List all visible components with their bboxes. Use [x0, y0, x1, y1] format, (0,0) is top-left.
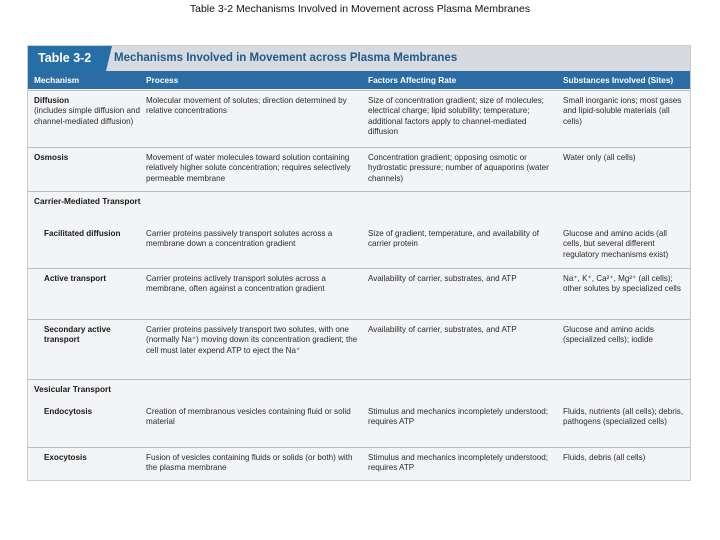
table-heading: Mechanisms Involved in Movement across Plasma Membranes [114, 52, 458, 64]
substances-cell: Fluids, debris (all cells) [563, 453, 646, 462]
mechanism-note: (includes simple diffusion and channel-mediated diffusion) [34, 106, 141, 126]
process-cell: Fusion of vesicles containing fluids or solids (or both) with the plasma membrane [146, 453, 353, 473]
process-cell: Carrier proteins passively transport two solutes, with one (normally Na⁺) moving down its concentration gradient; the cell must later expend ATP to eject the Na⁺ [146, 325, 358, 355]
factors-cell: Availability of carrier, substrates, and ATP [368, 274, 517, 283]
factors-cell: Concentration gradient; opposing osmotic or hydrostatic pressure; number of aquaporins (water channels) [368, 153, 549, 183]
process-cell: Molecular movement of solutes; direction determined by relative concentrations [146, 96, 347, 116]
table-row-secondary-active-transport [28, 319, 690, 379]
table-row-diffusion [28, 90, 690, 147]
process-cell: Creation of membranous vesicles containing fluid or solid material [146, 407, 351, 427]
badge-notch [106, 46, 112, 71]
process-cell: Carrier proteins passively transport solutes across a membrane down a concentration gradient [146, 229, 333, 249]
substances-cell: Glucose and amino acids (all cells, but several different regulatory mechanisms exist) [563, 229, 669, 259]
table-row-facilitated-diffusion [28, 219, 690, 263]
factors-cell: Size of gradient, temperature, and availability of carrier protein [368, 229, 539, 249]
substances-cell: Glucose and amino acids (specialized cells); iodide [563, 325, 654, 345]
substances-cell: Na⁺, K⁺, Ca²⁺, Mg²⁺ (all cells); other solutes by specialized cells [563, 274, 681, 294]
mechanism-name: Endocytosis [44, 407, 93, 416]
table-title-bar [28, 46, 690, 71]
mechanism-name: Osmosis [34, 153, 69, 162]
group-label: Vesicular Transport [34, 384, 112, 394]
group-row-vesicular [28, 379, 690, 401]
table-row-endocytosis [28, 401, 690, 447]
factors-cell: Availability of carrier, substrates, and ATP [368, 325, 517, 334]
mechanism-name: Active transport [44, 274, 107, 283]
table-number-badge: Table 3-2 [28, 46, 106, 71]
table-row-exocytosis [28, 447, 690, 480]
factors-cell: Stimulus and mechanics incompletely understood; requires ATP [368, 407, 548, 427]
mechanism-name: Diffusion [34, 96, 70, 105]
mechanism-name: Facilitated diffusion [44, 229, 121, 238]
factors-cell: Stimulus and mechanics incompletely understood; requires ATP [368, 453, 548, 473]
process-cell: Carrier proteins actively transport solutes across a membrane, often against a concentration gradient [146, 274, 326, 294]
substances-cell: Water only (all cells) [563, 153, 636, 162]
table-row-active-transport [28, 268, 690, 319]
page-title: Table 3-2 Mechanisms Involved in Movement across Plasma Membranes [189, 3, 531, 15]
column-header-substances: Substances Involved (Sites) [563, 75, 674, 85]
mechanism-name: Exocytosis [44, 453, 87, 462]
column-header-factors: Factors Affecting Rate [368, 75, 457, 85]
mechanism-name: Secondary active transport [44, 325, 111, 345]
column-header-mechanism: Mechanism [34, 75, 80, 85]
column-header-process: Process [146, 75, 179, 85]
mechanisms-table [27, 45, 691, 481]
group-row-carrier-mediated [28, 191, 690, 219]
column-header-row [28, 71, 690, 89]
process-cell: Movement of water molecules toward solution containing relatively higher solute concentration; requires selectively permeable membrane [146, 153, 351, 183]
table-row-osmosis [28, 147, 690, 191]
mechanism-cell [34, 96, 142, 127]
substances-cell: Fluids, nutrients (all cells); debris, pathogens (specialized cells) [563, 407, 684, 427]
substances-cell: Small inorganic ions; most gases and lipid-soluble materials (all cells) [563, 96, 682, 126]
factors-cell: Size of concentration gradient; size of molecules; electrical charge; lipid solubility; temperature; additional factors apply to channel-mediated diffusion [368, 96, 544, 136]
group-label: Carrier-Mediated Transport [34, 196, 141, 206]
